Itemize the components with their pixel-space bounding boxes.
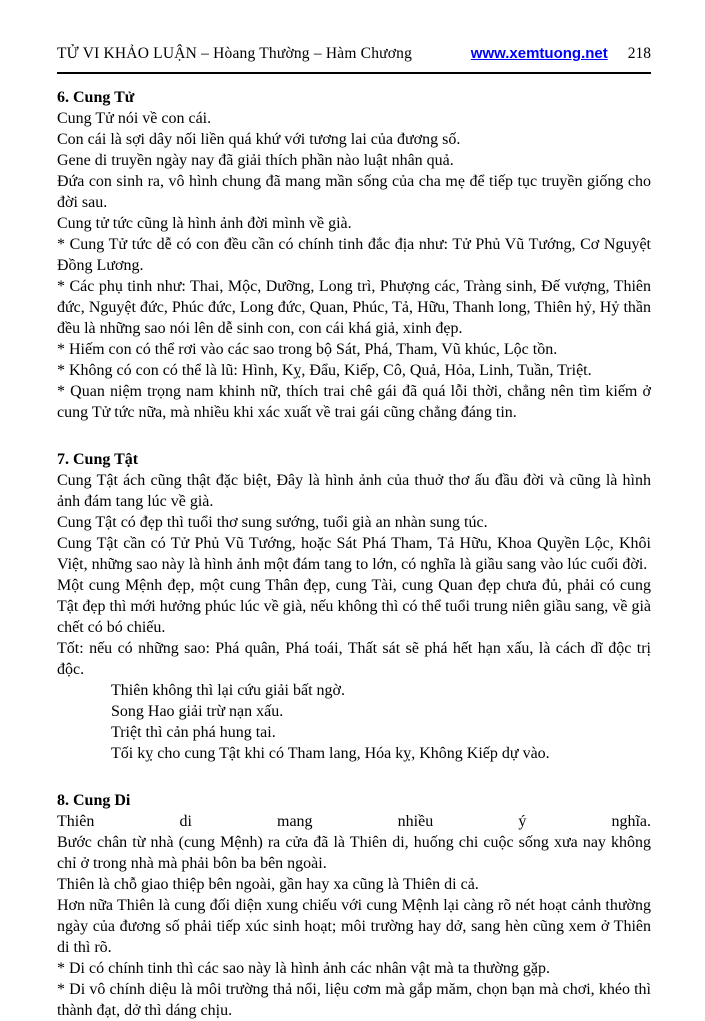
paragraph: Cung Tật ách cũng thật đặc biệt, Đây là hình ảnh của thuở thơ ấu đầu đời và cũng là hình ảnh đám tang lúc về già. <box>57 472 651 510</box>
page-number: 218 <box>627 45 651 62</box>
paragraph: Con cái là sợi dây nối liền quá khứ với tương lai của đương số. <box>57 131 461 148</box>
bullet-paragraph: * Quan niệm trọng nam khinh nữ, thích trai chê gái đã quá lỗi thời, chẳng nên tìm kiếm ở cung Tử tức nữa, mà nhiều khi xác xuất về trai gái cũng chẳng đáng tin. <box>57 383 651 421</box>
paragraph: Tốt: nếu có những sao: Phá quân, Phá toái, Thất sát sẽ phá hết hạn xấu, là cách dĩ độc trị độc. <box>57 640 651 678</box>
paragraph: Một cung Mệnh đẹp, một cung Thân đẹp, cung Tài, cung Quan đẹp chưa đủ, phải có cung Tật đẹp thì mới hưởng phúc lúc về già, nếu không thì có thể tuổi trung niên giầu sang, về già chết có bó chiếu. <box>57 577 651 636</box>
indented-line: Tối kỵ cho cung Tật khi có Tham lang, Hóa kỵ, Không Kiếp dự vào. <box>111 745 550 762</box>
bullet-paragraph: * Hiếm con có thể rơi vào các sao trong bộ Sát, Phá, Tham, Vũ khúc, Lộc tồn. <box>57 341 558 358</box>
indented-line: Triệt thì cản phá hung tai. <box>111 724 276 741</box>
indented-line: Thiên không thì lại cứu giải bất ngờ. <box>111 682 345 699</box>
indented-line: Song Hao giải trừ nạn xấu. <box>111 703 284 720</box>
website-link[interactable]: www.xemtuong.net <box>470 45 608 62</box>
paragraph: Đứa con sinh ra, vô hình chung đã mang mần sống của cha mẹ để tiếp tục truyền giống cho đời sau. <box>57 173 651 211</box>
book-title: TỬ VI KHẢO LUẬN – Hòang Thường – Hàm Chương <box>57 45 413 62</box>
document-body <box>57 87 651 1021</box>
bullet-paragraph: * Các phụ tinh như: Thai, Mộc, Dưỡng, Long trì, Phượng các, Tràng sinh, Đế vượng, Thiên đức, Nguyệt đức, Phúc đức, Long đức, Quan, Phúc, Tả, Hữu, Thanh long, Thiên hỷ, Hỷ thần đều là những sao nói lên dễ sinh con, con cái khá giả, xinh đẹp. <box>57 278 651 337</box>
paragraph: Cung Tật cần có Tử Phủ Vũ Tướng, hoặc Sát Phá Tham, Tả Hữu, Khoa Quyền Lộc, Khôi Việt, những sao này là hình ảnh một đám tang to lớn, có nghĩa là giầu sang vào lúc cuối đời. <box>57 535 651 573</box>
page-header <box>57 44 651 63</box>
bullet-paragraph: * Không có con có thể là lũ: Hình, Kỵ, Đẩu, Kiếp, Cô, Quả, Hỏa, Linh, Tuần, Triệt. <box>57 362 592 379</box>
header-right-group <box>471 44 651 63</box>
section-heading: 8. Cung Di <box>57 792 131 809</box>
bullet-paragraph: * Cung Tử tức dễ có con đều cần có chính tinh đắc địa như: Tử Phủ Vũ Tướng, Cơ Nguyệt Đồng Lương. <box>57 236 651 274</box>
bullet-paragraph: * Di có chính tinh thì các sao này là hình ảnh các nhân vật mà ta thường gặp. <box>57 960 550 977</box>
section-heading: 7. Cung Tật <box>57 451 139 468</box>
paragraph: Gene di truyền ngày nay đã giải thích phần nào luật nhân quả. <box>57 152 454 169</box>
paragraph: Hơn nữa Thiên là cung đối diện xung chiếu với cung Mệnh lại càng rõ nét hoạt cảnh thường ngày của đương số phải tiếp xúc sinh hoạt; môi trường hay dở, sang hèn cũng xem ở Thiên di thì rõ. <box>57 897 651 956</box>
section-heading: 6. Cung Tử <box>57 89 135 106</box>
paragraph: Cung Tật có đẹp thì tuổi thơ sung sướng, tuổi già an nhàn sung túc. <box>57 514 488 531</box>
bullet-paragraph: * Di vô chính diệu là môi trường thả nổi, liệu cơm mà gắp măm, chọn bạn mà chơi, khéo thì thành đạt, dở thì dáng chịu. <box>57 981 651 1019</box>
paragraph: Cung tử tức cũng là hình ảnh đời mình về già. <box>57 215 352 232</box>
paragraph: Thiên di mang nhiều ý nghĩa. <box>57 813 651 830</box>
paragraph: Cung Tử nói về con cái. <box>57 110 212 127</box>
paragraph: Bước chân từ nhà (cung Mệnh) ra cửa đã là Thiên di, huống chi cuộc sống xưa nay không chỉ ở trong nhà mà phải bôn ba bên ngoài. <box>57 834 651 872</box>
header-rule <box>57 72 651 74</box>
paragraph: Thiên là chỗ giao thiệp bên ngoài, gần hay xa cũng là Thiên di cả. <box>57 876 479 893</box>
